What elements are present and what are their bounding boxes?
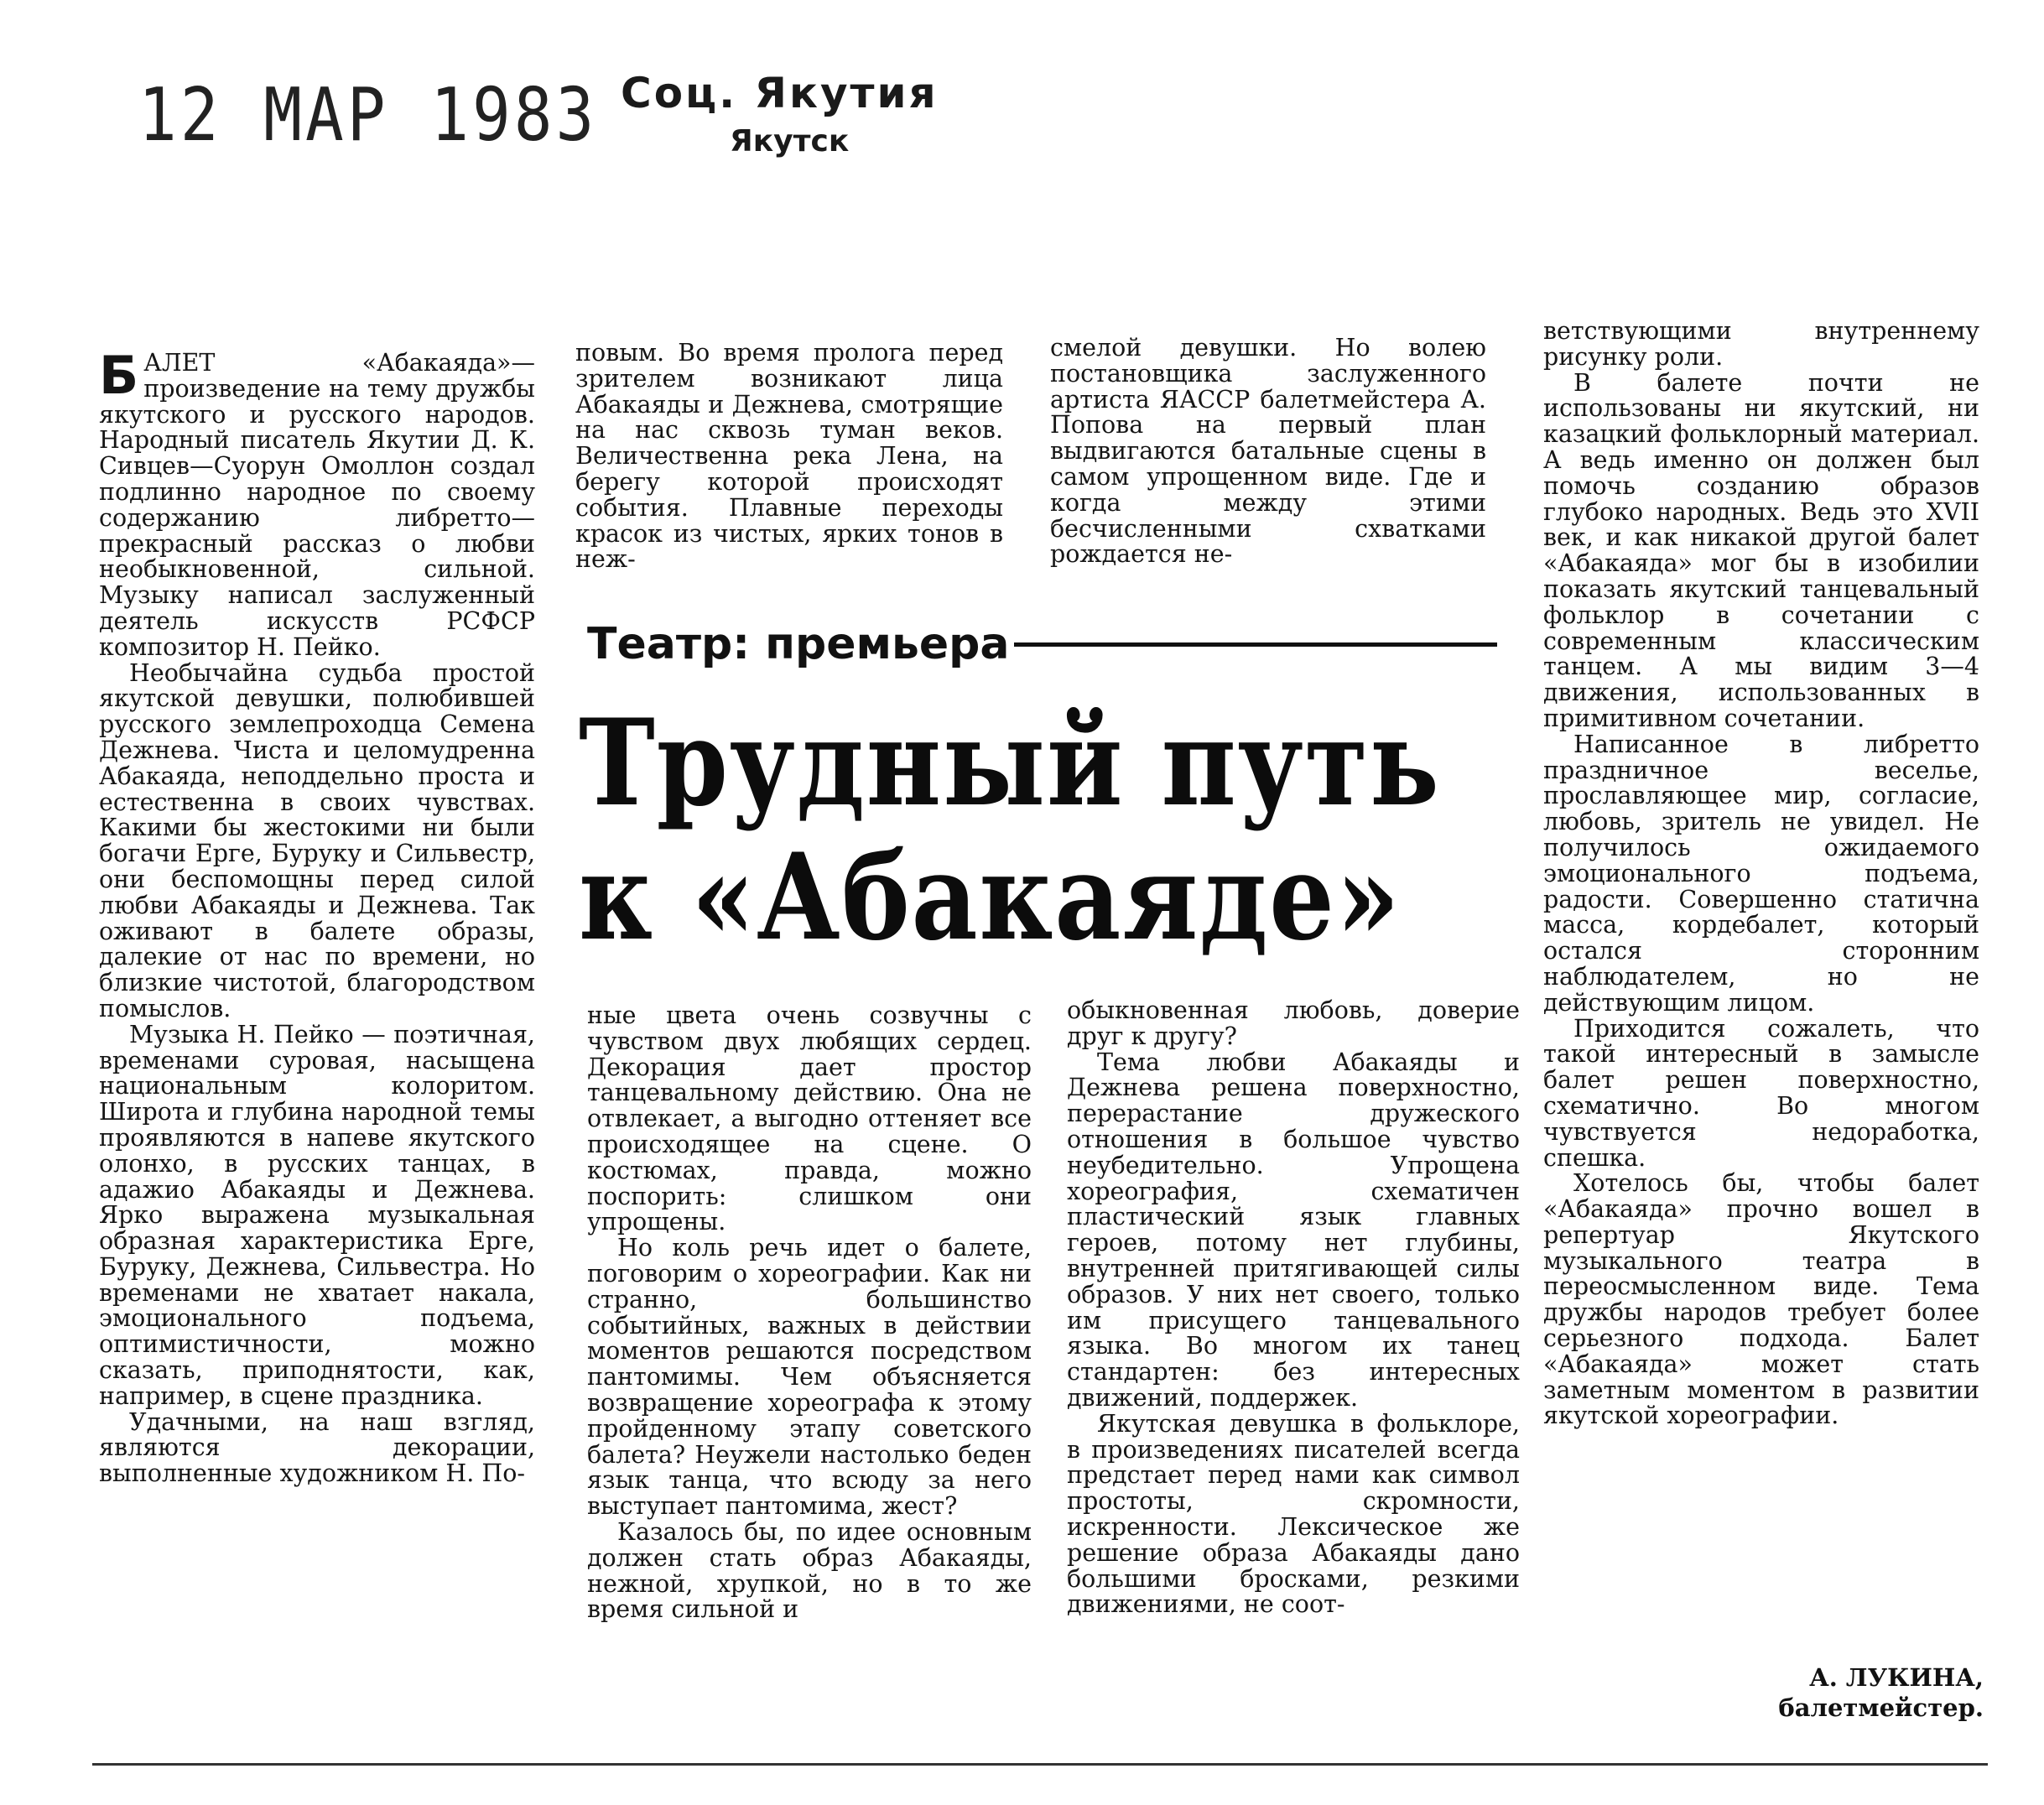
rubric-label: Театр: премьера: [587, 619, 1010, 669]
column-3-bottom: [1067, 998, 1520, 1618]
paragraph: Но коль речь идет о балете, поговорим о хореографии. Как ни странно, большинство событийных, важных в действии моментов решаются посредством пантомимы. Чем объясняется возвращение хореографа к этому пройденному этапу советского балета? Неужели настолько беден язык танца, что всюду за него выступает пантомима, жест?: [587, 1234, 1032, 1521]
paragraph: Якутская девушка в фольклоре, в произведениях писателей всегда предстает перед нами как символ простоты, скромности, искренности. Лексическое же решение образа Абакаяды дано большими бросками, резкими движениями, не соот-: [1067, 1409, 1520, 1619]
paragraph: Написанное в либретто праздничное веселье, прославляющее мир, согласие, любовь, зритель не увидел. Не получилось ожидаемого эмоционального подъема, радости. Совершенно статична масса, кордебалет, который остался сторонним наблюдателем, но не действующим лицом.: [1543, 730, 1979, 1017]
headline: [579, 694, 1441, 967]
newspaper-name: Соц. Якутия: [621, 69, 939, 117]
bottom-rule: [92, 1763, 1988, 1766]
paragraph: АЛЕТ «Абакаяда»—произведение на тему дружбы якутского и русского народов. Народный писатель Якутии Д. К. Сивцев—Суорун Омоллон создал подлинно народное по своему содержанию либретто—прекрасный рассказ о любви необыкновенной, сильной. Музыку написал заслуженный деятель искусств РСФСР композитор Н. Пейко.: [99, 349, 535, 661]
paragraph: обыкновенная любовь, доверие друг к другу?: [1067, 996, 1520, 1050]
headline-line-1: Трудный путь: [579, 694, 1441, 833]
column-3-top: [1050, 336, 1486, 568]
newspaper-city: Якутск: [730, 124, 850, 159]
paragraph: Хотелось бы, чтобы балет «Абакаяда» прочно вошел в репертуар Якутского музыкального театра в переосмысленном виде. Тема дружбы народов требует более серьезного подхода. Балет «Абакаяда» может стать заметным моментом в развитии якутской хореографии.: [1543, 1169, 1979, 1430]
paragraph: смелой девушки. Но волею постановщика заслуженного артиста ЯАССР балетмейстера А. Попова на первый план выдвигаются батальные сцены в самом упрощенном виде. Где и когда между этими бесчисленными схватками рождается не-: [1050, 334, 1486, 569]
paragraph: Тема любви Абакаяды и Дежнева решена поверхностно, перерастание дружеского отношения в большое чувство неубедительно. Упрощена хореография, схематичен пластический язык главных героев, потому нет глубины, внутренней притягивающей силы образов. У них нет своего, только им присущего танцевального языка. Во многом их танец стандартен: без интересных движений, поддержек.: [1067, 1048, 1520, 1412]
paragraph: Приходится сожалеть, что такой интересный в замысле балет решен поверхностно, схематично. Во многом чувствуется недоработка, спешка.: [1543, 1014, 1979, 1172]
paragraph: Удачными, на наш взгляд, являются декорации, выполненные художником Н. По-: [99, 1407, 535, 1488]
column-4: [1543, 319, 1979, 1429]
byline: [1778, 1662, 1984, 1723]
paragraph: В балете почти не использованы ни якутский, ни казацкий фольклорный материал. А ведь именно он должен был помочь созданию образов глубоко народных. Ведь это XVII век, и как никакой другой балет «Абакаяда» мог бы в изобилии показать якутский танцевальный фольклор в сочетании с современным классическим танцем. А мы видим 3—4 движения, использованных в примитивном сочетании.: [1543, 368, 1979, 732]
author-title: балетмейстер.: [1778, 1693, 1984, 1722]
paragraph: Необычайна судьба простой якутской девушки, полюбившей русского землепроходца Семена Дежнева. Чиста и целомудренна Абакаяда, неподдельно проста и естественна в своих чувствах. Какими бы жестокими ни были богачи Ерге, Буруку и Сильвестр, они беспомощны перед силой любви Абакаяды и Дежнева. Так оживают в балете образы, далекие от нас по времени, но близкие чистотой, благородством помыслов.: [99, 658, 535, 1022]
date-stamp: 12 МАР 1983: [138, 71, 598, 158]
paragraph: ные цвета очень созвучны с чувством двух любящих сердец. Декорация дает простор танцевальному действию. Она не отвлекает, а выгодно оттеняет все происходящее на сцене. О костюмах, правда, можно поспорить: слишком они упрощены.: [587, 1001, 1032, 1236]
drop-cap: Б: [99, 345, 139, 406]
rubric-rule: [1014, 642, 1497, 647]
rubric: [587, 619, 1497, 669]
column-2-top: [575, 341, 1003, 573]
paragraph: ветствующими внутреннему рисунку роли.: [1543, 317, 1979, 371]
column-2-bottom: [587, 1003, 1032, 1623]
paragraph: Музыка Н. Пейко — поэтичная, временами суровая, насыщена национальным колоритом. Широта и глубина народной темы проявляются в напеве якутского олонхо, в русских танцах, в адажио Абакаяды и Дежнева. Ярко выражена музыкальная образная характеристика Ерге, Буруку, Дежнева, Сильвестра. Но временами не хватает накала, эмоционального подъема, оптимистичности, можно сказать, приподнятости, как, например, в сцене праздника.: [99, 1020, 535, 1410]
column-1: [99, 345, 535, 1488]
author-name: А. ЛУКИНА,: [1809, 1663, 1984, 1692]
paragraph: Казалось бы, по идее основным должен стать образ Абакаяды, нежной, хрупкой, но в то же время сильной и: [587, 1517, 1032, 1624]
headline-line-2: к «Абакаяде»: [579, 828, 1402, 967]
paragraph: повым. Во время пролога перед зрителем возникают лица Абакаяды и Дежнева, смотрящие на нас сквозь туман веков. Величественна река Лена, на берегу которой происходят события. Плавные переходы красок из чистых, ярких тонов в неж-: [575, 339, 1003, 574]
